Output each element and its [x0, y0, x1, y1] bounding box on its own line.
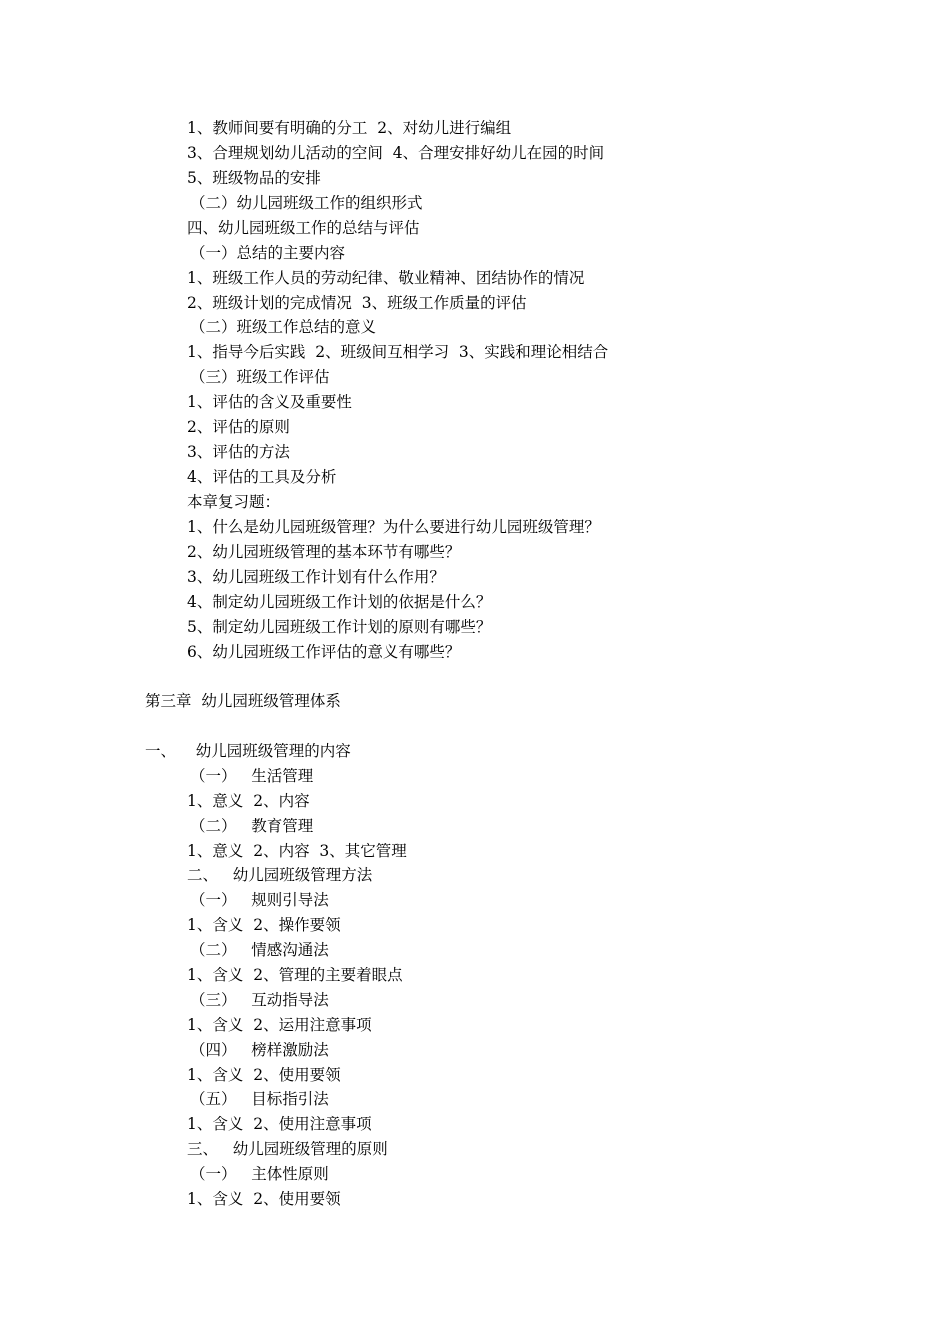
text-line: 1、含义 2、使用要领 — [187, 1066, 341, 1084]
text-line: 2、评估的原则 — [187, 418, 290, 436]
section-heading: （二）幼儿园班级工作的组织形式 — [190, 194, 423, 212]
text-line: 1、含义 2、操作要领 — [187, 916, 341, 934]
section-heading: （一） 规则引导法 — [190, 891, 329, 909]
text-line: 1、意义 2、内容 — [187, 792, 310, 810]
section-heading: 四、幼儿园班级工作的总结与评估 — [187, 219, 420, 237]
section-heading: （五） 目标指引法 — [190, 1090, 329, 1108]
review-question: 4、制定幼儿园班级工作计划的依据是什么？ — [187, 593, 492, 611]
text-line: 1、含义 2、运用注意事项 — [187, 1016, 372, 1034]
section-heading: （三）班级工作评估 — [190, 368, 330, 386]
section-heading: 二、 幼儿园班级管理方法 — [187, 866, 373, 884]
review-question: 3、幼儿园班级工作计划有什么作用？ — [187, 568, 445, 586]
section-heading: （一）总结的主要内容 — [190, 244, 346, 262]
text-line: 4、评估的工具及分析 — [187, 468, 337, 486]
text-line: 1、班级工作人员的劳动纪律、敬业精神、团结协作的情况 — [187, 269, 585, 287]
section-heading: （二）班级工作总结的意义 — [190, 318, 377, 336]
text-line: 1、含义 2、使用要领 — [187, 1190, 341, 1208]
text-line: 2、班级计划的完成情况 3、班级工作质量的评估 — [187, 294, 527, 312]
section-heading: （二） 情感沟通法 — [190, 941, 329, 959]
section-heading: 一、 幼儿园班级管理的内容 — [145, 742, 351, 760]
text-line: 1、意义 2、内容 3、其它管理 — [187, 842, 407, 860]
section-heading: （三） 互动指导法 — [190, 991, 329, 1009]
text-line: 3、合理规划幼儿活动的空间 4、合理安排好幼儿在园的时间 — [187, 144, 605, 162]
section-heading: （四） 榜样激励法 — [190, 1041, 329, 1059]
review-heading: 本章复习题： — [187, 493, 281, 511]
review-question: 5、制定幼儿园班级工作计划的原则有哪些？ — [187, 618, 492, 636]
section-heading: 三、 幼儿园班级管理的原则 — [187, 1140, 388, 1158]
text-line: 1、指导今后实践 2、班级间互相学习 3、实践和理论相结合 — [187, 343, 609, 361]
text-line: 1、含义 2、管理的主要着眼点 — [187, 966, 403, 984]
text-line: 3、评估的方法 — [187, 443, 290, 461]
review-question: 1、什么是幼儿园班级管理？为什么要进行幼儿园班级管理？ — [187, 518, 600, 536]
text-line: 1、教师间要有明确的分工 2、对幼儿进行编组 — [187, 119, 512, 137]
chapter-title: 第三章 幼儿园班级管理体系 — [145, 692, 341, 710]
review-question: 2、幼儿园班级管理的基本环节有哪些？ — [187, 543, 461, 561]
text-line: 1、含义 2、使用注意事项 — [187, 1115, 372, 1133]
review-question: 6、幼儿园班级工作评估的意义有哪些？ — [187, 643, 461, 661]
section-heading: （一） 生活管理 — [190, 767, 314, 785]
section-heading: （一） 主体性原则 — [190, 1165, 329, 1183]
text-line: 1、评估的含义及重要性 — [187, 393, 352, 411]
text-line: 5、班级物品的安排 — [187, 169, 321, 187]
section-heading: （二） 教育管理 — [190, 817, 314, 835]
